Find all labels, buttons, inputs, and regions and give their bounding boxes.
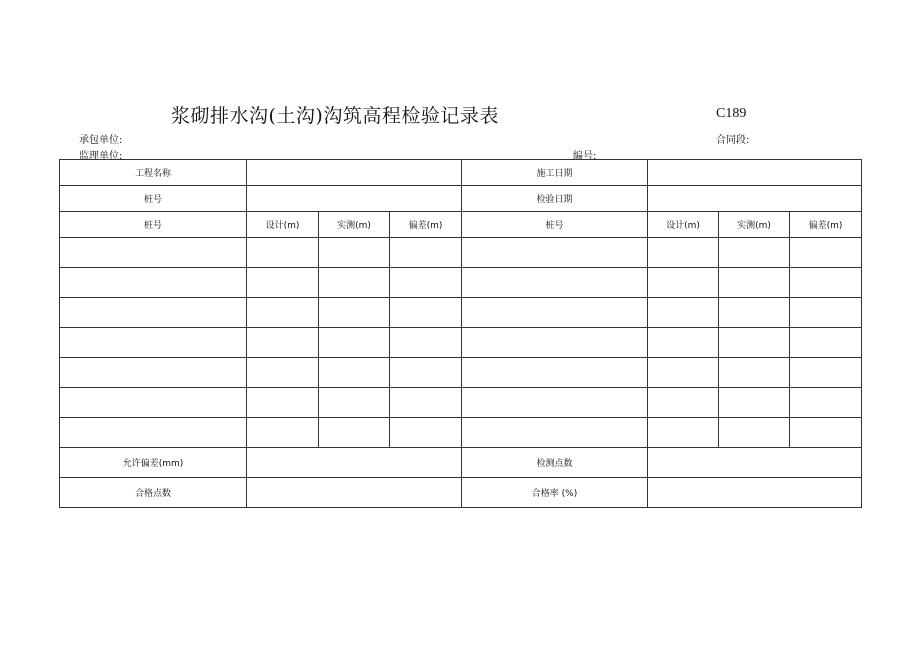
cell[interactable] bbox=[60, 238, 247, 268]
col-header-measured-right: 实测(m) bbox=[719, 212, 790, 238]
cell[interactable] bbox=[648, 298, 719, 328]
cell[interactable] bbox=[247, 418, 319, 448]
form-code: C189 bbox=[716, 106, 747, 121]
cell[interactable] bbox=[648, 268, 719, 298]
checkpoint-count-field[interactable] bbox=[648, 448, 862, 478]
inspection-date-field[interactable] bbox=[648, 186, 862, 212]
cell[interactable] bbox=[319, 238, 390, 268]
cell[interactable] bbox=[719, 268, 790, 298]
cell[interactable] bbox=[790, 328, 862, 358]
table-row bbox=[60, 328, 862, 358]
cell[interactable] bbox=[790, 238, 862, 268]
cell[interactable] bbox=[390, 268, 462, 298]
cell[interactable] bbox=[60, 418, 247, 448]
project-name-label: 工程名称 bbox=[60, 160, 247, 186]
cell[interactable] bbox=[719, 328, 790, 358]
cell[interactable] bbox=[790, 358, 862, 388]
cell[interactable] bbox=[247, 298, 319, 328]
cell[interactable] bbox=[719, 418, 790, 448]
table-row bbox=[60, 358, 862, 388]
cell[interactable] bbox=[462, 358, 648, 388]
cell[interactable] bbox=[790, 388, 862, 418]
cell[interactable] bbox=[790, 418, 862, 448]
table-row bbox=[60, 268, 862, 298]
cell[interactable] bbox=[60, 358, 247, 388]
cell[interactable] bbox=[648, 388, 719, 418]
cell[interactable] bbox=[462, 388, 648, 418]
form-title: 浆砌排水沟(土沟)沟筑高程检验记录表 bbox=[171, 105, 499, 127]
cell[interactable] bbox=[648, 238, 719, 268]
col-header-design-right: 设计(m) bbox=[648, 212, 719, 238]
contractor-label: 承包单位: bbox=[79, 135, 123, 146]
cell[interactable] bbox=[390, 298, 462, 328]
cell[interactable] bbox=[719, 238, 790, 268]
cell[interactable] bbox=[319, 298, 390, 328]
construction-date-label: 施工日期 bbox=[462, 160, 648, 186]
station-field[interactable] bbox=[247, 186, 462, 212]
cell[interactable] bbox=[648, 358, 719, 388]
qualified-row bbox=[60, 478, 862, 508]
col-header-deviation-right: 偏差(m) bbox=[790, 212, 862, 238]
cell[interactable] bbox=[319, 268, 390, 298]
cell[interactable] bbox=[462, 268, 648, 298]
contract-section-label: 合同段: bbox=[716, 135, 750, 146]
table-row bbox=[60, 418, 862, 448]
cell[interactable] bbox=[247, 388, 319, 418]
cell[interactable] bbox=[719, 298, 790, 328]
cell[interactable] bbox=[790, 268, 862, 298]
cell[interactable] bbox=[319, 388, 390, 418]
cell[interactable] bbox=[719, 388, 790, 418]
inspection-record-table bbox=[59, 159, 862, 508]
col-header-deviation-left: 偏差(m) bbox=[390, 212, 462, 238]
pass-rate-field[interactable] bbox=[648, 478, 862, 508]
cell[interactable] bbox=[390, 358, 462, 388]
cell[interactable] bbox=[462, 418, 648, 448]
number-label: 编号: bbox=[573, 151, 597, 162]
col-header-measured-left: 实测(m) bbox=[319, 212, 390, 238]
cell[interactable] bbox=[390, 388, 462, 418]
construction-date-field[interactable] bbox=[648, 160, 862, 186]
cell[interactable] bbox=[247, 268, 319, 298]
qualified-count-field[interactable] bbox=[247, 478, 462, 508]
cell[interactable] bbox=[648, 418, 719, 448]
cell[interactable] bbox=[390, 238, 462, 268]
cell[interactable] bbox=[390, 328, 462, 358]
station-info-row bbox=[60, 186, 862, 212]
col-header-design-left: 设计(m) bbox=[247, 212, 319, 238]
allowed-deviation-label: 允许偏差(mm) bbox=[60, 448, 247, 478]
allowed-deviation-field[interactable] bbox=[247, 448, 462, 478]
cell[interactable] bbox=[462, 298, 648, 328]
qualified-count-label: 合格点数 bbox=[60, 478, 247, 508]
col-header-station-left: 桩号 bbox=[60, 212, 247, 238]
cell[interactable] bbox=[319, 358, 390, 388]
cell[interactable] bbox=[462, 328, 648, 358]
pass-rate-label: 合格率 (%) bbox=[462, 478, 648, 508]
table-row bbox=[60, 238, 862, 268]
col-header-station-right: 桩号 bbox=[462, 212, 648, 238]
cell[interactable] bbox=[462, 238, 648, 268]
project-info-row bbox=[60, 160, 862, 186]
checkpoint-count-label: 检测点数 bbox=[462, 448, 648, 478]
project-name-field[interactable] bbox=[247, 160, 462, 186]
allowed-deviation-row bbox=[60, 448, 862, 478]
cell[interactable] bbox=[60, 328, 247, 358]
cell[interactable] bbox=[719, 358, 790, 388]
cell[interactable] bbox=[247, 358, 319, 388]
cell[interactable] bbox=[319, 328, 390, 358]
cell[interactable] bbox=[790, 298, 862, 328]
cell[interactable] bbox=[648, 328, 719, 358]
station-label: 桩号 bbox=[60, 186, 247, 212]
cell[interactable] bbox=[247, 238, 319, 268]
table-row bbox=[60, 388, 862, 418]
cell[interactable] bbox=[390, 418, 462, 448]
cell[interactable] bbox=[60, 388, 247, 418]
cell[interactable] bbox=[60, 298, 247, 328]
cell[interactable] bbox=[319, 418, 390, 448]
column-header-row bbox=[60, 212, 862, 238]
cell[interactable] bbox=[247, 328, 319, 358]
supervisor-label: 监理单位: bbox=[79, 151, 123, 162]
inspection-date-label: 检验日期 bbox=[462, 186, 648, 212]
table-row bbox=[60, 298, 862, 328]
cell[interactable] bbox=[60, 268, 247, 298]
